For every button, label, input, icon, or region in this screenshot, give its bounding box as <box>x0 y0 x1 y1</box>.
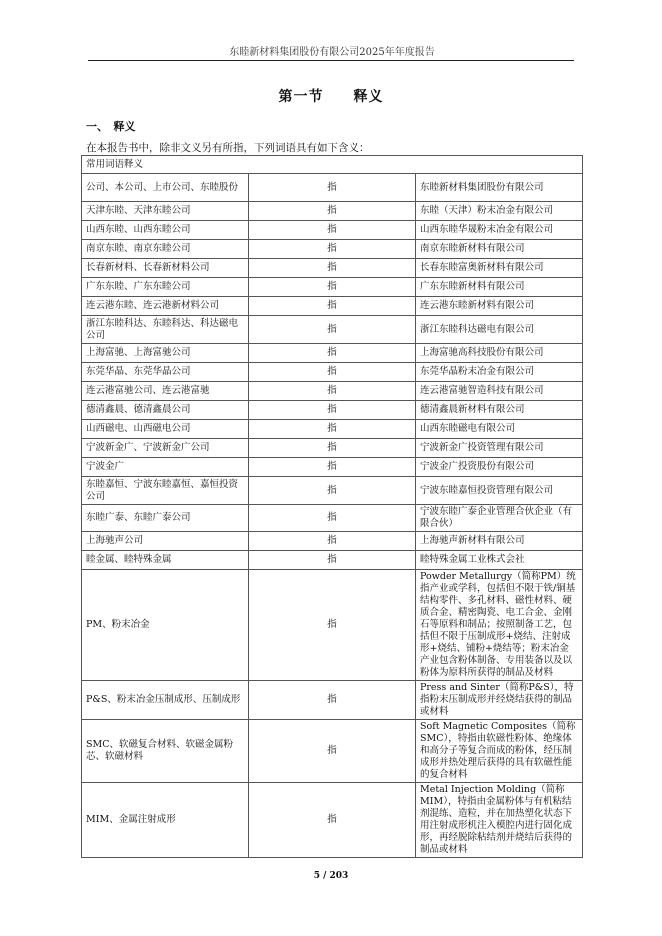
table-row <box>82 720 583 783</box>
zhi-cell: 指 <box>249 681 416 720</box>
definition-cell: 宁波新金广投资管理有限公司 <box>416 439 583 458</box>
table-row <box>82 420 583 439</box>
table-row <box>82 783 583 858</box>
term-cell: SMC、软磁复合材料、软磁金属粉芯、软磁材料 <box>82 720 249 783</box>
definition-cell: 睦特殊金属工业株式会社 <box>416 551 583 570</box>
definition-cell: 上海驰声新材料有限公司 <box>416 532 583 551</box>
term-cell: 公司、本公司、上市公司、东睦股份 <box>82 174 249 202</box>
section-title: 第一节 释义 <box>278 89 384 105</box>
definition-cell: 广东东睦新材料有限公司 <box>416 278 583 297</box>
table-row <box>82 240 583 259</box>
table-row <box>82 363 583 382</box>
table-row <box>82 401 583 420</box>
definition-cell: 东莞华晶粉末冶金有限公司 <box>416 363 583 382</box>
definition-cell: 长春东睦富奥新材料有限公司 <box>416 259 583 278</box>
zhi-cell: 指 <box>249 382 416 401</box>
zhi-cell: 指 <box>249 174 416 202</box>
term-cell: 天津东睦、天津东睦公司 <box>82 202 249 221</box>
definition-cell: Metal Injection Molding（简称MIM），特指由金属粉体与有机粘结剂混练、造粒，并在加热塑化状态下用注射成形机注入模腔内进行固化成形，再经脱除粘结剂并烧结后获得的制品或材料 <box>416 783 583 858</box>
term-cell: 德清鑫晨、德清鑫晨公司 <box>82 401 249 420</box>
zhi-cell: 指 <box>249 297 416 316</box>
subheading: 一、 释义 <box>86 120 136 133</box>
table-row <box>82 505 583 532</box>
term-cell: 上海驰声公司 <box>82 532 249 551</box>
zhi-cell: 指 <box>249 202 416 221</box>
definition-cell: 东睦（天津）粉末冶金有限公司 <box>416 202 583 221</box>
zhi-cell: 指 <box>249 458 416 477</box>
definition-cell: 连云港富驰智造科技有限公司 <box>416 382 583 401</box>
table-row <box>82 458 583 477</box>
term-cell: 山西磁电、山西磁电公司 <box>82 420 249 439</box>
page-number: 5 / 203 <box>313 871 349 881</box>
table-row <box>82 681 583 720</box>
running-header: 东睦新材料集团股份有限公司2025年年度报告 <box>229 47 435 58</box>
table-row <box>82 221 583 240</box>
term-cell: 上海富驰、上海富驰公司 <box>82 344 249 363</box>
zhi-cell: 指 <box>249 221 416 240</box>
term-cell: 宁波新金广、宁波新金广公司 <box>82 439 249 458</box>
definition-cell: 东睦新材料集团股份有限公司 <box>416 174 583 202</box>
definition-cell: 浙江东睦科达磁电有限公司 <box>416 316 583 344</box>
definition-cell: 山西东睦磁电有限公司 <box>416 420 583 439</box>
term-cell: 宁波金广 <box>82 458 249 477</box>
term-cell: 长春新材料、长春新材料公司 <box>82 259 249 278</box>
term-cell: P&S、粉末冶金压制成形、压制成形 <box>82 681 249 720</box>
term-cell: MIM、金属注射成形 <box>82 783 249 858</box>
definition-cell: Powder Metallurgy（简称PM）统指产业或学科，包括但不限于铁/铜基结构零件、多孔材料、磁性材料、硬质合金、精密陶瓷、电工合金、金刚石等原料和制品；按照制备工艺，包括但不限于压制成形+烧结、注射成形+烧结、铺粉+烧结等；粉末冶金产业包含粉体制备、专用装备以及以粉体为原料所获得的制品及材料 <box>416 570 583 681</box>
zhi-cell: 指 <box>249 278 416 297</box>
zhi-cell: 指 <box>249 259 416 278</box>
zhi-cell: 指 <box>249 439 416 458</box>
definition-cell: 上海富驰高科技股份有限公司 <box>416 344 583 363</box>
term-cell: PM、粉末冶金 <box>82 570 249 681</box>
term-cell: 南京东睦、南京东睦公司 <box>82 240 249 259</box>
table-row <box>82 551 583 570</box>
table-row <box>82 570 583 681</box>
zhi-cell: 指 <box>249 363 416 382</box>
header-divider <box>88 60 574 61</box>
term-cell: 广东东睦、广东东睦公司 <box>82 278 249 297</box>
table-row <box>82 259 583 278</box>
definition-cell: 连云港东睦新材料有限公司 <box>416 297 583 316</box>
table-row <box>82 278 583 297</box>
table-row <box>82 297 583 316</box>
zhi-cell: 指 <box>249 316 416 344</box>
term-cell: 睦金属、睦特殊金属 <box>82 551 249 570</box>
definition-cell: 宁波东睦广泰企业管理合伙企业（有限合伙） <box>416 505 583 532</box>
zhi-cell: 指 <box>249 344 416 363</box>
term-cell: 连云港东睦、连云港新材料公司 <box>82 297 249 316</box>
zhi-cell: 指 <box>249 551 416 570</box>
definition-cell: Soft Magnetic Composites（简称SMC），特指由软磁性粉体、绝缘体和高分子等复合而成的粉体，经压制成形并热处理后获得的具有软磁性能的复合材料 <box>416 720 583 783</box>
definition-cell: 宁波金广投资股份有限公司 <box>416 458 583 477</box>
table-row <box>82 382 583 401</box>
term-cell: 连云港富驰公司、连云港富驰 <box>82 382 249 401</box>
zhi-cell: 指 <box>249 477 416 505</box>
table-row <box>82 477 583 505</box>
term-cell: 东莞华晶、东莞华晶公司 <box>82 363 249 382</box>
table-row <box>82 174 583 202</box>
table-header: 常用词语释义 <box>82 156 583 174</box>
zhi-cell: 指 <box>249 570 416 681</box>
table-row <box>82 532 583 551</box>
zhi-cell: 指 <box>249 783 416 858</box>
definition-cell: 山西东睦华晟粉末冶金有限公司 <box>416 221 583 240</box>
zhi-cell: 指 <box>249 401 416 420</box>
zhi-cell: 指 <box>249 240 416 259</box>
intro-text: 在本报告书中，除非文义另有所指，下列词语具有如下含义： <box>86 142 370 154</box>
zhi-cell: 指 <box>249 532 416 551</box>
definition-cell: 德清鑫晨新材料有限公司 <box>416 401 583 420</box>
table-header-row <box>82 156 583 174</box>
zhi-cell: 指 <box>249 420 416 439</box>
definition-cell: 宁波东睦嘉恒投资管理有限公司 <box>416 477 583 505</box>
definition-cell: 南京东睦新材料有限公司 <box>416 240 583 259</box>
zhi-cell: 指 <box>249 720 416 783</box>
term-cell: 浙江东睦科达、东睦科达、科达磁电公司 <box>82 316 249 344</box>
term-cell: 东睦广泰、东睦广泰公司 <box>82 505 249 532</box>
zhi-cell: 指 <box>249 505 416 532</box>
definitions-table <box>81 155 583 858</box>
table-row <box>82 344 583 363</box>
term-cell: 山西东睦、山西东睦公司 <box>82 221 249 240</box>
term-cell: 东睦嘉恒、宁波东睦嘉恒、嘉恒投资公司 <box>82 477 249 505</box>
definition-cell: Press and Sinter（简称P&S），特指粉末压制成形并经烧结获得的制品或材料 <box>416 681 583 720</box>
table-row <box>82 316 583 344</box>
table-row <box>82 202 583 221</box>
table-row <box>82 439 583 458</box>
